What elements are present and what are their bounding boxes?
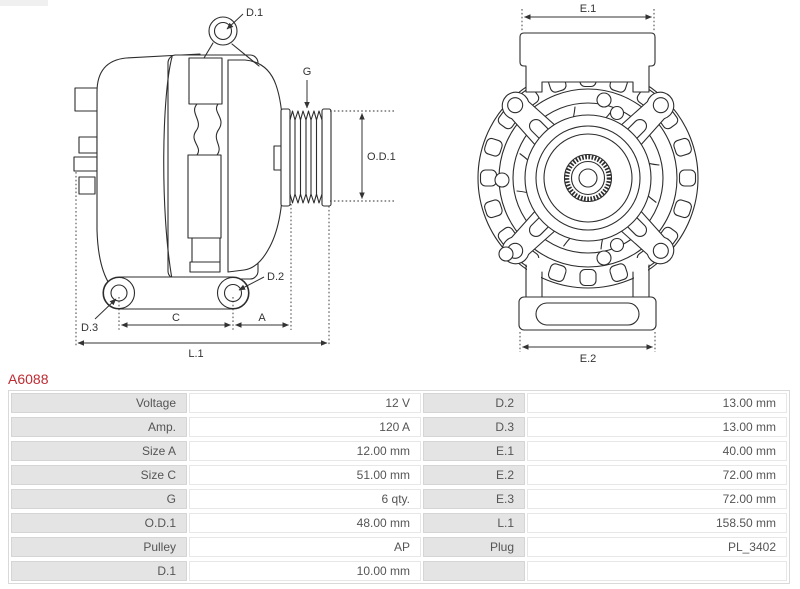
front-view-drawing (478, 3, 698, 365)
table-row (11, 537, 787, 557)
spec-table (8, 390, 790, 584)
part-number-link[interactable]: A6088 (8, 371, 49, 387)
spec-label: O.D.1 (11, 513, 187, 533)
top-mounting-ear (209, 17, 237, 45)
dim-label-d3: D.3 (81, 322, 99, 334)
spec-label: E.2 (423, 465, 525, 485)
table-row (11, 393, 787, 413)
spec-label: Voltage (11, 393, 187, 413)
dim-label-e2: E.2 (579, 353, 597, 365)
spec-label: Size C (11, 465, 187, 485)
dim-label-e1: E.1 (579, 3, 597, 15)
side-view-drawing (74, 7, 396, 360)
spec-label: Amp. (11, 417, 187, 437)
dim-label-l1: L.1 (188, 348, 204, 360)
spec-value: 13.00 mm (527, 417, 787, 437)
dim-label-a: A (258, 312, 266, 324)
spec-label: Size A (11, 441, 187, 461)
spec-value: 158.50 mm (527, 513, 787, 533)
spec-value: 72.00 mm (527, 465, 787, 485)
dim-label-g: G (302, 66, 312, 78)
spec-label: D.1 (11, 561, 187, 581)
pulley (274, 109, 331, 206)
mounting-foot (103, 277, 249, 309)
spec-value: 120 A (189, 417, 421, 437)
spec-label (423, 561, 525, 581)
table-row (11, 513, 787, 533)
table-row (11, 417, 787, 437)
spec-value: 48.00 mm (189, 513, 421, 533)
spec-value (527, 561, 787, 581)
terminal-lugs (74, 88, 98, 194)
dim-label-d1: D.1 (246, 7, 264, 19)
dim-label-d2: D.2 (267, 271, 285, 283)
spec-label: L.1 (423, 513, 525, 533)
spec-value: 6 qty. (189, 489, 421, 509)
spec-label: Plug (423, 537, 525, 557)
spec-value: AP (189, 537, 421, 557)
spec-label: Pulley (11, 537, 187, 557)
spec-value: 12.00 mm (189, 441, 421, 461)
table-row (11, 441, 787, 461)
spec-label: E.3 (423, 489, 525, 509)
spec-value: 12 V (189, 393, 421, 413)
table-row (11, 465, 787, 485)
spec-value: 51.00 mm (189, 465, 421, 485)
table-row (11, 561, 787, 581)
dim-label-od1: O.D.1 (367, 151, 396, 163)
spec-value: 13.00 mm (527, 393, 787, 413)
spec-label: D.3 (423, 417, 525, 437)
dim-label-c: C (172, 312, 180, 324)
spec-value: 40.00 mm (527, 441, 787, 461)
spec-label: E.1 (423, 441, 525, 461)
spec-value: PL_3402 (527, 537, 787, 557)
spec-label: G (11, 489, 187, 509)
spec-label: D.2 (423, 393, 525, 413)
spec-value: 10.00 mm (189, 561, 421, 581)
spec-value: 72.00 mm (527, 489, 787, 509)
center-hub (525, 115, 651, 241)
table-row (11, 489, 787, 509)
